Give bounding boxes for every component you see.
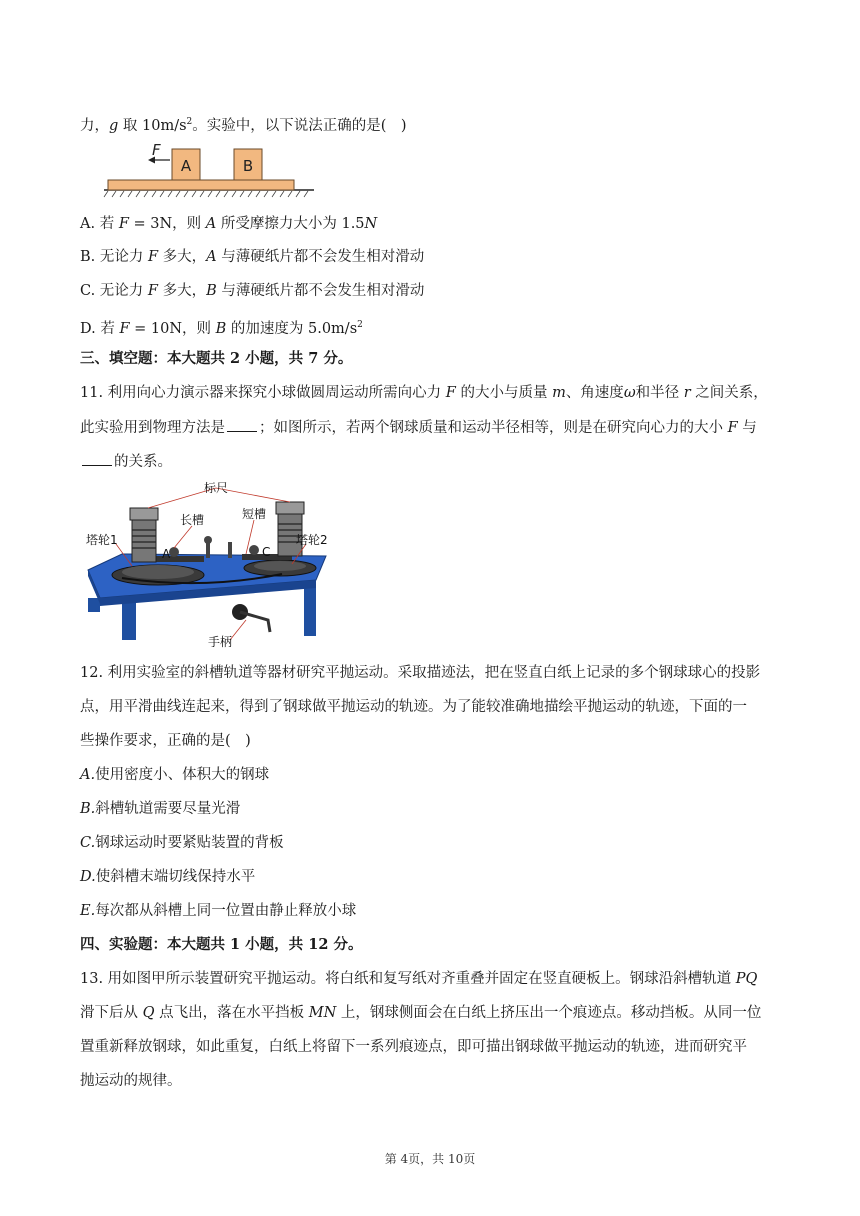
text: 和半径 [635,385,684,401]
option-text: 使用密度小、体积大的钢球 [95,767,270,783]
symbol-r: r [683,385,691,401]
option-letter: E. [80,903,96,919]
q12-line-1: 12. 利用实验室的斜槽轨道等器材研究平抛运动。采取描迹法，把在竖直白纸上记录的多个钢球球心的投影 [80,665,761,681]
text: ；如图所示，若两个钢球质量和运动半径相等，则是在研究向心力的大小 [259,420,728,436]
q10-option-a [80,214,377,234]
text: 。实验中，以下说法正确的是( ) [192,117,407,134]
symbol: F [119,320,130,337]
symbol: F [147,283,158,299]
q12-line-3: 些操作要求，正确的是( ) [80,733,251,749]
option-letter: A. [80,767,96,783]
symbol: A [205,216,217,232]
force-label: F [152,141,161,159]
option-letter: D. [80,869,96,885]
symbol: B [206,283,217,299]
text: 的加速度为 5.0m/s [226,320,358,337]
q12-option-b [80,799,240,819]
text: 力， [80,117,109,134]
block-b-label: B [242,157,254,175]
symbol-f: F [727,420,738,436]
symbol-pq: PQ [735,971,758,987]
symbol-g: g [109,117,119,134]
pulley-2-label: 塔轮2 [296,533,328,547]
text: B. 无论力 [80,249,148,265]
q12-option-e [80,901,356,921]
short-slot-label: 短槽 [241,507,267,521]
option-text: 每次都从斜槽上同一位置由静止释放小球 [95,903,357,919]
text: C. 无论力 [80,283,148,299]
symbol: B [215,320,227,337]
answer-blank[interactable] [82,451,112,466]
q10-blocks-figure [100,140,320,200]
text: D. 若 [80,320,120,337]
text: = 10N，则 [129,320,216,337]
option-text: 使斜槽末端切线保持水平 [95,869,256,885]
q11-line-1 [80,383,768,403]
q10-option-b [80,247,424,267]
text: 上，钢球侧面会在白纸上挤压出一个痕迹点。移动挡板。从同一位 [336,1005,762,1021]
pulley-1-label: 塔轮1 [86,533,118,547]
q12-line-2: 点，用平滑曲线连起来，得到了钢球做平抛运动的轨迹。为了能较准确地描绘平抛运动的轨迹，下面的一 [80,699,747,715]
text: 多大， [158,249,207,265]
q12-option-a [80,765,269,785]
text: 与薄硬纸片都不会发生相对滑动 [216,249,425,265]
ball-a-label: A [162,547,171,561]
ball-c-label: C [262,545,271,559]
symbol-mn: MN [308,1005,337,1021]
text: 所受摩擦力大小为 1.5 [216,216,365,232]
q13-line-3: 置重新释放钢球，如此重复，白纸上将留下一系列痕迹点，即可描出钢球做平抛运动的轨迹，进而研究平 [80,1039,747,1055]
text: 点飞出，落在水平挡板 [154,1005,309,1021]
q11-line-2 [80,417,757,438]
q11-line-3 [80,451,172,472]
text: 之间关系， [690,385,768,401]
section-4-title: 四、实验题：本大题共 1 小题，共 12 分。 [80,936,363,953]
option-letter: C. [80,835,96,851]
text: 13. 用如图甲所示装置研究平抛运动。将白纸和复写纸对齐重叠并固定在竖直硬板上。钢球沿斜槽轨道 [80,971,736,987]
q10-option-c [80,281,424,301]
symbol-q: Q [142,1005,155,1021]
symbol-omega: ω [623,385,636,401]
text: 与 [737,420,757,436]
centripetal-demonstrator-figure [82,480,332,652]
symbol: F [147,249,159,265]
q10-option-d [80,315,363,339]
page-footer: 第 4页，共 10页 [384,1152,476,1166]
superscript: 2 [357,320,363,330]
block-a-label: A [180,157,192,175]
cardboard-strip [108,180,294,190]
symbol: A [206,249,217,265]
answer-blank[interactable] [227,417,257,432]
option-text: 斜槽轨道需要尽量光滑 [95,801,241,817]
text: A. 若 [80,216,119,232]
text: 滑下后从 [80,1005,143,1021]
q13-line-2 [80,1003,761,1023]
q10-stem-tail [80,112,407,136]
symbol: F [118,216,129,232]
text: 的大小与质量 [455,385,553,401]
text: 此实验用到物理方法是 [80,420,225,436]
q13-line-1 [80,969,757,989]
text: 的关系。 [114,454,172,470]
text: 多大， [157,283,207,299]
symbol-m: m [552,385,566,401]
text: 与薄硬纸片都不会发生相对滑动 [216,283,425,299]
long-slot-label: 长槽 [179,513,205,527]
q13-line-4: 抛运动的规律。 [80,1073,182,1089]
unit: N [364,216,378,232]
ruler-label: 标尺 [203,481,229,495]
text: 取 10m/s [118,117,187,134]
symbol-f: F [445,385,456,401]
option-letter: B. [80,801,96,817]
handle-label: 手柄 [208,635,233,649]
section-3-title: 三、填空题：本大题共 2 小题，共 7 分。 [80,350,353,367]
text: 11. 利用向心力演示器来探究小球做圆周运动所需向心力 [80,385,446,401]
text: = 3N，则 [128,216,206,232]
text: 、角速度 [565,385,624,401]
option-text: 钢球运动时要紧贴装置的背板 [95,835,284,851]
q12-option-c [80,833,284,853]
superscript: 2 [186,117,193,127]
q12-option-d [80,867,255,887]
